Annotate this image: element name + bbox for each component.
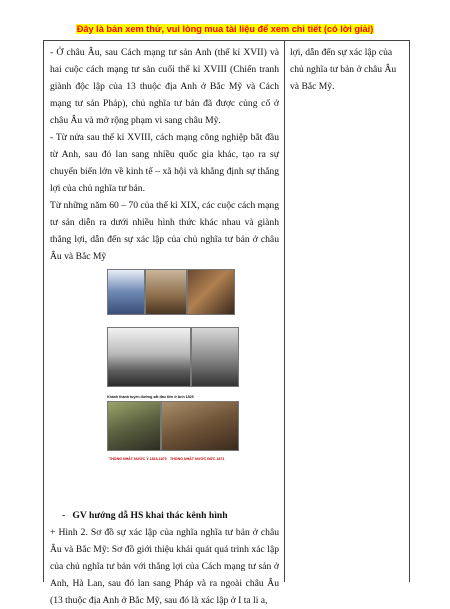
caption-railway: Khánh thành tuyến đường sắt đầu tiên ở Anh 1825 <box>107 395 194 399</box>
illustration-collage <box>50 269 279 501</box>
photo-germany-unification <box>161 401 239 451</box>
section-heading: - GV hướng dẫ HS khai thác kênh hình <box>62 510 228 521</box>
paragraph-1: - Ở châu Âu, sau Cách mạng tư sản Anh (thế kỉ XVII) và hai cuộc cách mạng tư sản cuối thế kỉ XVIII (Chiến tranh giành độc lập của 13 thuộc địa Anh ở Bắc Mỹ và Cách mạng tư sản Pháp), chủ nghĩa tư bản đã được củng cố ở châu Âu và mở rộng phạm vi sang châu Mỹ. <box>50 47 279 126</box>
caption-italy: THỐNG NHẤT NƯỚC Ý 1815-1870 <box>109 457 167 461</box>
column-divider <box>284 41 285 582</box>
photo-factory-chimneys <box>145 269 187 315</box>
right-paragraph: lợi, dẫn đến sự xác lập của chủ nghĩa tư bản ở châu Âu và Bắc Mỹ. <box>290 47 397 92</box>
right-column <box>290 44 402 95</box>
photo-steam-locomotive <box>107 327 191 387</box>
left-column <box>50 44 279 609</box>
preview-banner: Đây là bản xem thử, vui lòng mua tài liệu để xem chi tiết (có lời giải) <box>76 24 374 34</box>
caption-germany: THỐNG NHẤT NƯỚC ĐỨC 1871 <box>170 457 225 461</box>
paragraph-2: - Từ nửa sau thế kỉ XVIII, cách mạng công nghiệp bắt đầu từ Anh, sau đó lan sang nhiều quốc gia khác, tạo ra sự chuyển biến lớn về kinh tế – xã hội và khẳng định sự thắng lợi của chủ nghĩa tư bản. <box>50 132 279 194</box>
paragraph-3: Từ những năm 60 – 70 của thế kỉ XIX, các cuộc cách mạng tư sản diễn ra dưới nhiều hình thức khác nhau và giành thắng lợi, dẫn đến sự xác lập của chủ nghĩa tư bản ở châu Âu và Bắc Mỹ <box>50 200 279 262</box>
lesson-table <box>43 40 410 606</box>
photo-spinning-machine <box>107 269 145 315</box>
paragraph-4: + Hình 2. Sơ đồ sự xác lập của nghĩa nghĩa tư bản ở châu Âu và Bắc Mỹ: Sơ đồ giới thiệu khái quát quá trình xác lập của chủ nghĩa tư bản với thắng lợi của Cách mạng tư sản ở Anh, Hà Lan, sau đó lan sang Pháp và ra ngoài châu Âu (13 thuộc địa Anh ở Bắc Mỹ, sau đó là xác lập ở I ta li a, <box>50 527 279 606</box>
photo-historic-painting <box>187 269 235 315</box>
photo-railway-crowd <box>191 327 239 387</box>
photo-italy-unification <box>107 401 161 451</box>
